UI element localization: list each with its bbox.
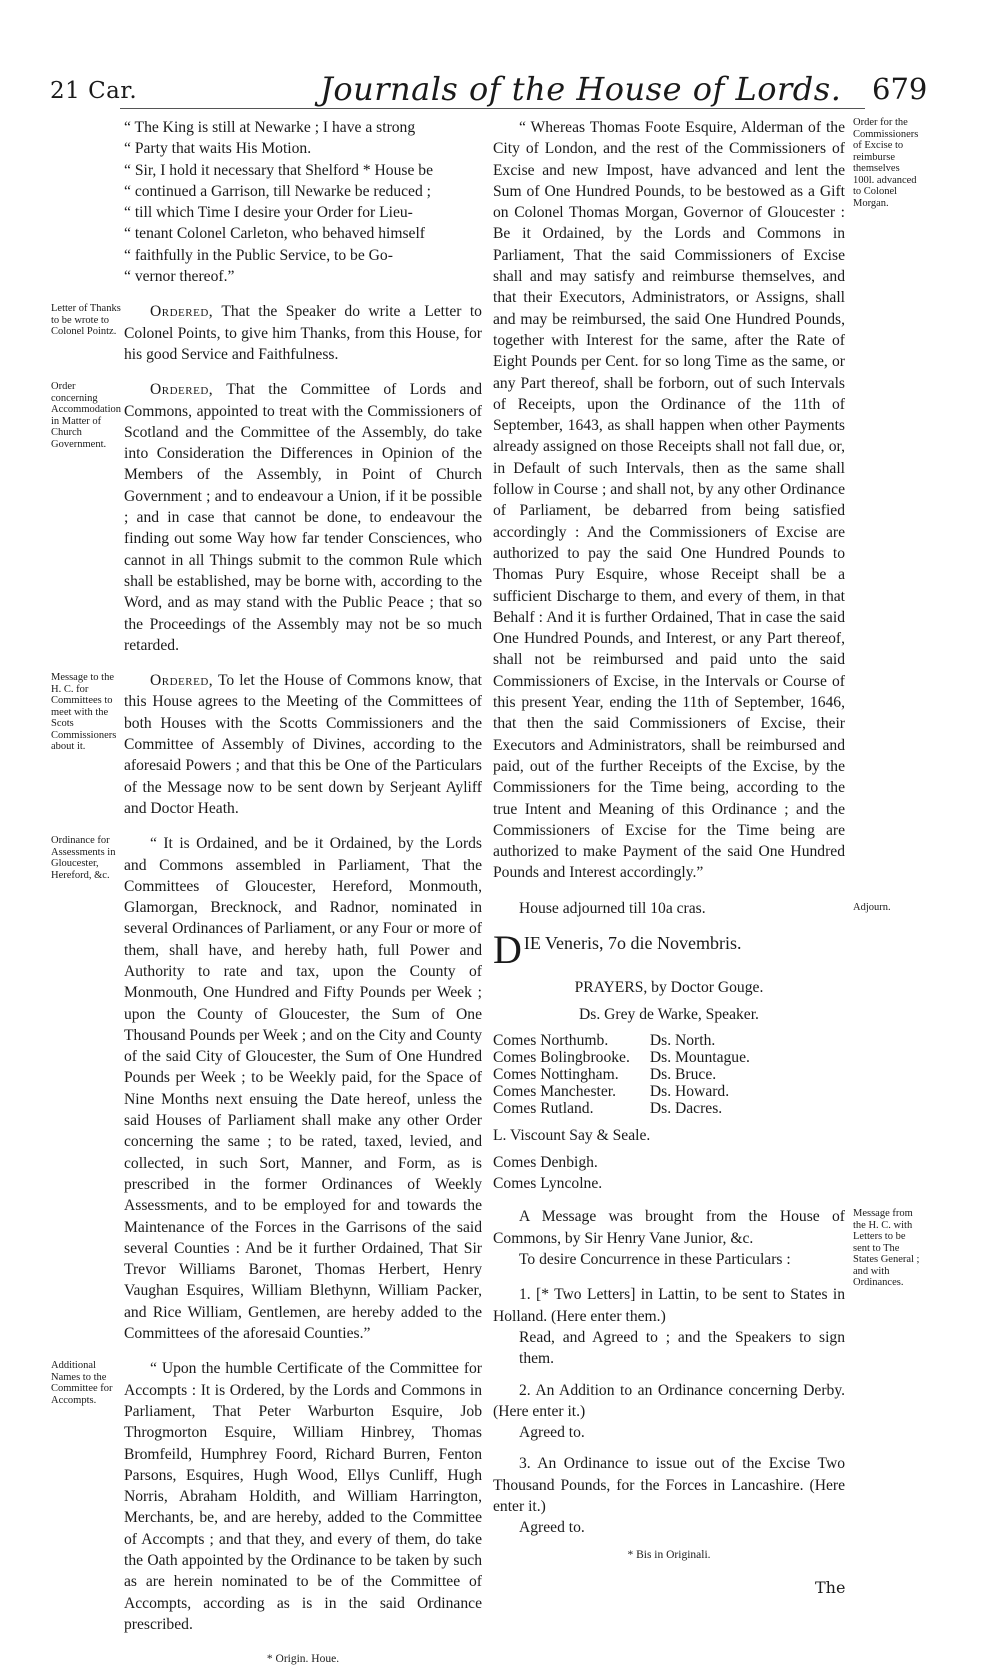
quote-line: “ till which Time I desire your Order for Lieu- [124, 204, 413, 222]
message-item-result: Agreed to. [519, 1424, 585, 1442]
journal-title: Journals of the House of Lords. [320, 70, 842, 108]
assessments-entry [51, 833, 482, 1344]
attendee-baron: Ds. Dacres. [649, 1099, 723, 1117]
attendee-lord: Comes Denbigh. [493, 1153, 598, 1171]
quote-line: “ vernor thereof.” [124, 268, 235, 286]
attendance-lords-col [493, 1032, 650, 1117]
left-column [51, 117, 482, 1670]
prayers-line: PRAYERS, by Doctor Gouge. [574, 978, 764, 996]
attendee-lord: Comes Bolingbrooke. [493, 1048, 630, 1066]
right-column [493, 117, 920, 1566]
adjourned-entry [493, 898, 891, 919]
footnote-left: * Origin. Houe. [266, 1653, 340, 1666]
comes-extra-list [493, 1152, 845, 1195]
accompts-text: “ Upon the humble Certificate of the Committee for Accompts : It is Ordered, by the Lords and Commons in Parliament, That Peter Warburton Esquire, Job Throgmorton Esquire, William Hinbrey, Thomas Bromfeild, Humphrey Foord, Richard Burren, Fenton Parsons, Esquires, Hugh Wood, Ellys Cunliff, Hugh Norris, Abraham Holdith, and William Harrington, Merchants, be, and are hereby, added to the Committee of Accompts ; and that they, and every of them, do take the Oath appointed by the Ordinance to be taken by such as are herein nominated to be of the Committee of Accompts, according as is in the said Ordinance prescribed. [124, 1360, 482, 1633]
excise-entry [493, 117, 919, 884]
day-dropcap: D [493, 926, 522, 972]
margin-note-adjourn: Adjourn. [853, 901, 891, 913]
ordered-label: Ordered, [150, 672, 214, 690]
quote-line: “ The King is still at Newarke ; I have a strong [124, 119, 416, 136]
header-rule [120, 108, 865, 109]
message-item [493, 1284, 845, 1369]
quote-block [124, 117, 482, 287]
commons-message [493, 1206, 920, 1289]
attendee-lord: Comes Rutland. [493, 1099, 594, 1117]
margin-note-commons: Message from the H. C. with Letters to be sent to The States General ; and with Ordinances. [853, 1208, 920, 1289]
margin-note-message: Message to the H. C. for Committees to meet with the Scots Commissioners about it. [51, 672, 117, 753]
message-concur: To desire Concurrence in these Particulars : [519, 1251, 791, 1269]
message-item-result: Agreed to. [519, 1519, 585, 1537]
attendee-baron: Ds. Bruce. [649, 1065, 717, 1083]
adjourned-text: House adjourned till 10a cras. [519, 899, 706, 917]
page-header [0, 50, 992, 110]
message-item-text: 2. An Addition to an Ordinance concerning Derby. (Here enter it.) [493, 1381, 845, 1420]
letter-text: That the Speaker do write a Letter to Colonel Points, to give him Thanks, from this House, for his good Service and Faithfulness. [124, 303, 482, 363]
viscount-line: L. Viscount Say & Seale. [493, 1126, 651, 1144]
excise-text: “ Whereas Thomas Foote Esquire, Alderman of the City of London, and the rest of the Commissioners of Excise and new Impost, have advanced and lent the Sum of One Hundred Pounds, to be bestowed as a Gift on Colonel Thomas Morgan, Governor of Gloucester : Be it Ordained, by the Lords and Commons in Parliament, That the said Commissioners of Excise shall and may satisfy and reimburse themselves, and that their Executors, Administrators, or Assigns, shall and may be reimbursed, the said One Hundred Pounds, together with Interest for the same, after the Rate of Eight Pounds per Cent. for so long Time as the same, or any Part thereof, shall be forborn, out of such Intervals of Receipts, upon the Ordinance of the 11th of September, 1643, as shall happen when other Payments already assigned on those Receipts shall not fall due, or, in Default of such Intervals, then as the same shall follow in Course ; and shall not, by any other Ordinance of Parliament, be debarred from being satisfied accordingly : And the Commissioners of Excise are authorized to pay the said One Hundred Pounds to Thomas Pury Esquire, whose Receipt shall be a sufficient Discharge to them, and every of them, in that Behalf : And it is further Ordained, That in case the said One Hundred Pounds, and Interest, or any Part thereof, shall not be reimbursed and paid unto the said Commissioners of Excise, in the Intervals or Course of this present Year, ending the 11th of September, 1646, that then the said Commissioners of Excise, their Executors and Administrators, shall be reimbursed and paid, out of the further Receipts of the Excise, by the Commissioners for the Time being, according to the true Intent and Meaning of this Ordinance ; and the Commissioners of Excise for the Time being are authorized to make Payment of the said One Hundred Pounds and Interest accordingly.” [493, 119, 845, 882]
catchword: The [815, 1578, 846, 1597]
letter-entry [51, 301, 482, 365]
message-item [493, 1380, 845, 1444]
message-item-result: Read, and Agreed to ; and the Speakers to sign them. [519, 1328, 845, 1368]
quote-line: “ tenant Colonel Carleton, who behaved himself [124, 225, 425, 243]
page-number: 679 [872, 72, 928, 106]
margin-note-assessments: Ordinance for Assessments in Gloucester, Hereford, &c. [51, 835, 116, 881]
attendee-lord: Comes Northumb. [493, 1031, 609, 1049]
margin-note-letter: Letter of Thanks to be wrote to Colonel Pointz. [51, 303, 121, 338]
church-text: That the Committee of Lords and Commons, appointed to treat with the Commissioners of Scotland and the Committee of the Assembly, do take into Consideration the Differences in Opinion of the Members of the Assembly, in Point of Church Government ; and to endeavour a Union, if it be possible ; and in case that cannot be done, to endeavour the finding out some Way how far tender Consciences, who cannot in all Things submit to the common Rule which shall be established, may be borne with, according to the Word, and as may stand with the Public Peace ; that so the Proceedings of the Assembly may not be so much retarded. [124, 381, 482, 654]
attendee-lord: Comes Manchester. [493, 1082, 616, 1100]
message-item-text: 3. An Ordinance to issue out of the Excise Two Thousand Pounds, for the Forces in Lancashire. (Here enter it.) [493, 1455, 845, 1516]
message-item-text: 1. [* Two Letters] in Lattin, to be sent to States in Holland. (Here enter them.) [493, 1286, 845, 1325]
message-items [493, 1284, 845, 1538]
assessments-text: “ It is Ordained, and be it Ordained, by the Lords and Commons assembled in Parliament, That the Committees of Gloucester, Hereford, Monmouth, Glamorgan, Brecknock, and Radnor, nominated in several Ordinances of Parliament, or any Four or more of them, shall have, and hereby hath, full Power and Authority to rate and tax, upon the County of Monmouth, One Hundred and Fifty Pounds per Week ; upon the County of Gloucester, the Sum of One Thousand Pounds per Week ; and on the City and County of the said City of Gloucester, the Sum of One Hundred Pounds per Week ; to be Weekly paid, for the Space of Nine Months next ensuing the Date hereof, unless the said Houses of Parliament shall make any other Order concerning the same ; to be rated, taxed, levied, and collected, in such Sort, Manner, and Form, as is prescribed in the former Ordinances of Weekly Assessments, and to be employed for and towards the Maintenance of the Forces in the Garrisons of the said several Counties : And be it further Ordained, That Sir Trevor Williams Baronet, Thomas Herbert, Henry Vaughan Esquires, William Blethynn, William Packer, and Rice William, Gentlemen, are hereby added to the Committees of the aforesaid Counties.” [124, 835, 482, 1343]
accompts-entry [51, 1358, 482, 1635]
attendee-lord: Comes Nottingham. [493, 1065, 619, 1083]
margin-note-excise: Order for the Commissioners of Excise to reimburse themselves 100l. advanced to Colonel Morgan. [853, 117, 919, 209]
quote-line: “ faithfully in the Public Service, to be Go- [124, 246, 393, 264]
margin-note-church: Order concerning Accommodation in Matter of Church Government. [51, 381, 121, 450]
ordered-label: Ordered, [150, 381, 214, 399]
margin-note-accompts: Additional Names to the Committee for Accompts. [51, 1360, 113, 1406]
quote-line: “ continued a Garrison, till Newarke be reduced ; [124, 182, 431, 200]
footnote-right: * Bis in Originali. [627, 1548, 711, 1561]
quote-line: “ Party that waits His Motion. [124, 140, 312, 158]
attendee-baron: Ds. North. [649, 1031, 716, 1049]
message-text: To let the House of Commons know, that this House agrees to the Meeting of the Committees of both Houses with the Scotts Commissioners and the Committee of Assembly of Divines, according to the aforesaid Powers ; and that this be One of the Particulars of the Message now to be sent down by Serjeant Ayliff and Doctor Heath. [124, 672, 482, 817]
attendance-barons-col [650, 1032, 770, 1117]
quote-line: “ Sir, I hold it necessary that Shelford * House be [124, 161, 434, 179]
attendance-table [493, 1032, 770, 1117]
message-item [493, 1453, 845, 1538]
attendee-baron: Ds. Mountague. [649, 1048, 750, 1066]
message-intro: A Message was brought from the House of Commons, by Sir Henry Vane Junior, &c. [493, 1208, 845, 1247]
reign-label: 21 Car. [50, 78, 138, 104]
speaker-line: Ds. Grey de Warke, Speaker. [579, 1006, 759, 1024]
message-entry [51, 670, 482, 819]
attendee-baron: Ds. Howard. [649, 1082, 730, 1100]
day-heading [493, 926, 845, 972]
church-entry [51, 379, 482, 656]
day-title: IE Veneris, 7o die Novembris. [523, 932, 742, 953]
ordered-label: Ordered, [150, 303, 214, 321]
attendee-lord: Comes Lyncolne. [493, 1175, 603, 1193]
